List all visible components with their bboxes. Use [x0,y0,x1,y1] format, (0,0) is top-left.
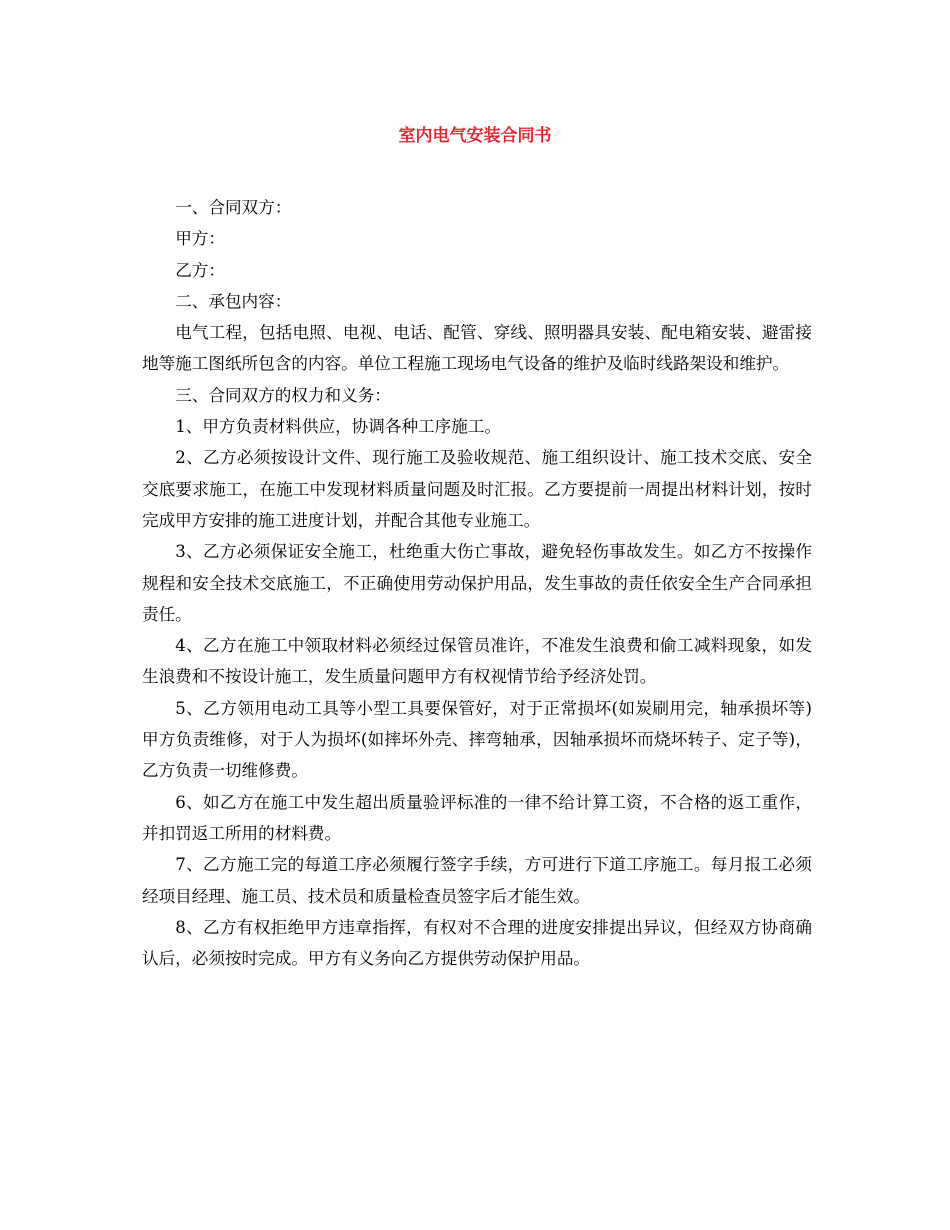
document-body [142,192,812,974]
clause-2: 2、乙方必须按设计文件、现行施工及验收规范、施工组织设计、施工技术交底、安全交底要求施工，在施工中发现材料质量问题及时汇报。乙方要提前一周提出材料计划，按时完成甲方安排的施工进度计划，并配合其他专业施工。 [142,448,812,530]
section-heading-rights: 三、合同双方的权力和义务： [175,385,391,405]
scope-paragraph: 电气工程，包括电照、电视、电话、配管、穿线、照明器具安装、配电箱安装、避雷接地等施工图纸所包含的内容。单位工程施工现场电气设备的维护及临时线路架设和维护。 [142,323,812,374]
clause-8: 8、乙方有权拒绝甲方违章指挥，有权对不合理的进度安排提出异议，但经双方协商确认后，必须按时完成。甲方有义务向乙方提供劳动保护用品。 [142,917,812,969]
party-b-line: 乙方： [175,260,225,280]
clause-4: 4、乙方在施工中领取材料必须经过保管员准许，不准发生浪费和偷工减料现象，如发生浪费和不按设计施工，发生质量问题甲方有权视情节给予经济处罚。 [142,636,812,687]
document-title: 室内电气安装合同书 [398,126,552,146]
section-heading-scope: 二、承包内容： [175,291,292,311]
clause-6: 6、如乙方在施工中发生超出质量验评标准的一律不给计算工资，不合格的返工重作，并扣罚返工所用的材料费。 [142,792,812,843]
section-heading-parties: 一、合同双方： [175,198,292,217]
clause-3: 3、乙方必须保证安全施工，杜绝重大伤亡事故，避免轻伤事故发生。如乙方不按操作规程和安全技术交底施工，不正确使用劳动保护用品，发生事故的责任依安全生产合同承担责任。 [142,542,812,624]
party-a-line: 甲方： [175,229,225,249]
clause-7: 7、乙方施工完的每道工序必须履行签字手续，方可进行下道工序施工。每月报工必须经项目经理、施工员、技术员和质量检查员签字后才能生效。 [142,855,812,906]
clause-1: 1、甲方负责材料供应，协调各种工序施工。 [175,417,502,437]
clause-5: 5、乙方领用电动工具等小型工具要保管好，对于正常损坏(如炭刷用完，轴承损坏等)甲方负责维修，对于人为损坏(如摔坏外壳、摔弯轴承，因轴承损坏而烧坏转子、定子等)，乙方负责一切维修费。 [142,698,812,781]
